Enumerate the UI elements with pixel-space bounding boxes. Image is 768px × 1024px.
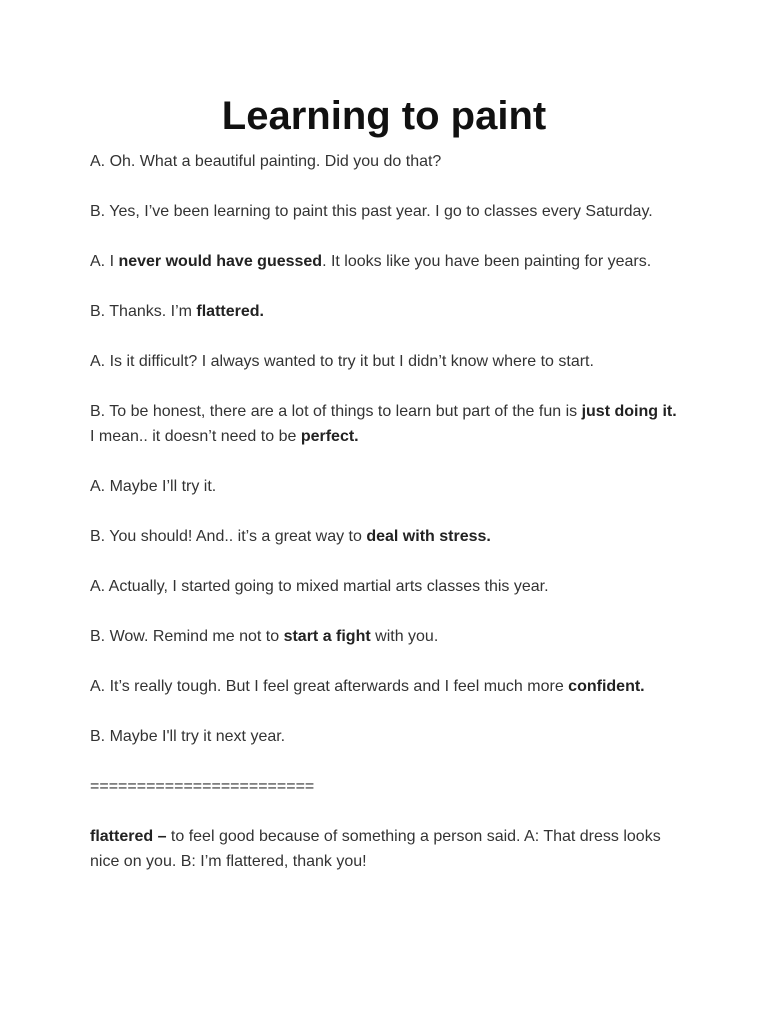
text-segment: A. Actually, I started going to mixed martial arts classes this year.: [90, 578, 549, 595]
text-segment: to feel good because of something a person said. A: That dress looks nice on you. B: I’m flattered, thank you!: [90, 828, 661, 870]
page-title: Learning to paint: [221, 94, 547, 138]
text-segment: A. It’s really tough. But I feel great afterwards and I feel much more: [90, 678, 569, 695]
bold-phrase: just doing it.: [581, 403, 677, 420]
dialogue-line: [90, 399, 682, 449]
bold-phrase: start a fight: [283, 628, 371, 645]
dialogue-line: [90, 349, 682, 374]
dialogue-line: [90, 724, 682, 749]
dialogue-line: [90, 624, 682, 649]
dialogue-line: [90, 299, 682, 324]
bold-phrase: never would have guessed: [118, 253, 323, 270]
text-segment: . It looks like you have been painting for years.: [322, 253, 652, 270]
dialogue-line: [90, 474, 682, 499]
text-segment: B. To be honest, there are a lot of things to learn but part of the fun is: [90, 403, 582, 420]
glossary: [90, 824, 682, 874]
bold-phrase: deal with stress.: [366, 528, 491, 545]
document-body: [90, 149, 682, 899]
glossary-entry: [90, 824, 682, 874]
dialogue-line: [90, 674, 682, 699]
text-segment: with you.: [370, 628, 439, 645]
text-segment: B. Yes, I’ve been learning to paint this past year. I go to classes every Saturday.: [90, 203, 653, 220]
text-segment: B. Wow. Remind me not to: [90, 628, 284, 645]
bold-phrase: flattered –: [90, 828, 167, 845]
text-segment: B. You should! And.. it’s a great way to: [90, 528, 367, 545]
dialogue-line: [90, 574, 682, 599]
bold-phrase: perfect.: [300, 428, 359, 445]
text-segment: B. Maybe I'll try it next year.: [90, 728, 286, 745]
dialogue-line: [90, 199, 682, 224]
text-segment: I mean.. it doesn’t need to be: [90, 428, 301, 445]
dialogue-line: [90, 524, 682, 549]
dialogue-line: [90, 149, 682, 174]
bold-phrase: confident.: [568, 678, 645, 695]
separator-line: ========================: [90, 778, 315, 795]
bold-phrase: flattered.: [196, 303, 264, 320]
text-segment: A. Oh. What a beautiful painting. Did you do that?: [90, 153, 442, 170]
dialogue: [90, 149, 682, 749]
text-segment: B. Thanks. I’m: [90, 303, 197, 320]
text-segment: A. Maybe I’ll try it.: [90, 478, 217, 495]
dialogue-line: [90, 249, 682, 274]
text-segment: A. Is it difficult? I always wanted to try it but I didn’t know where to start.: [90, 353, 594, 370]
text-segment: A. I: [90, 253, 119, 270]
